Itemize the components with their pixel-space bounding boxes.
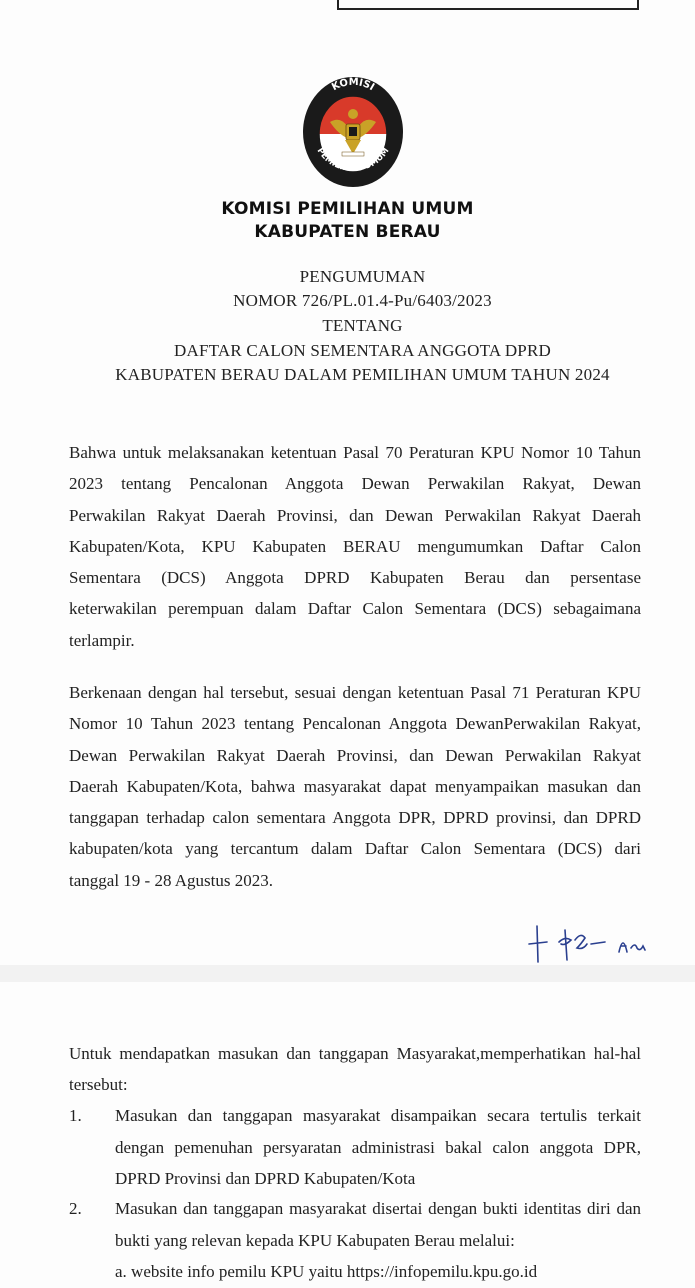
paragraph-line: tersebut: xyxy=(69,1075,128,1095)
paragraph-line: Bahwa untuk melaksanakan ketentuan Pasal 70 Peraturan KPU Nomor 10 Tahun xyxy=(69,443,641,462)
top-border-box xyxy=(337,0,639,10)
region-name: KABUPATEN BERAU xyxy=(254,222,441,242)
kpu-logo xyxy=(300,74,406,190)
paragraph-line: Sementara (DCS) Anggota DPRD Kabupaten Berau dan persentase xyxy=(69,568,641,588)
doc-number: NOMOR 726/PL.01.4-Pu/6403/2023 xyxy=(233,291,492,310)
paragraph-line: Kabupaten/Kota, KPU Kabupaten BERAU mengumumkan Daftar Calon xyxy=(69,536,641,556)
document-page-2 xyxy=(0,982,695,1280)
list-item-line: DPRD Provinsi dan DPRD Kabupaten/Kota xyxy=(115,1169,416,1188)
list-item-line: a. website info pemilu KPU yaitu https://infopemilu.kpu.go.id xyxy=(115,1262,538,1281)
list-item-line: bukti yang relevan kepada KPU Kabupaten Berau melalui: xyxy=(115,1230,515,1250)
paragraph-line: Berkenaan dengan hal tersebut, sesuai dengan ketentuan Pasal 71 Peraturan KPU xyxy=(69,683,641,702)
list-item-line: Masukan dan tanggapan masyarakat disertai dengan bukti identitas diri dan xyxy=(115,1199,641,1218)
about-label: TENTANG xyxy=(322,316,403,335)
paragraph-1 xyxy=(69,437,641,656)
paragraph-line: terlampir. xyxy=(69,630,135,650)
page-separator xyxy=(0,965,695,982)
list-item-number: 2. xyxy=(69,1199,82,1218)
paragraph-line: tanggapan terhadap calon sementara Anggota DPR, DPRD provinsi, dan DPRD xyxy=(69,808,641,828)
logo-top-text: KOMISI xyxy=(330,76,377,94)
subject-line-2: KABUPATEN BERAU DALAM PEMILIHAN UMUM TAHUN 2024 xyxy=(115,365,610,384)
paragraph-line: keterwakilan perempuan dalam Daftar Calon Sementara (DCS) sebagaimana xyxy=(69,599,641,619)
list-item-line: dengan pemenuhan persyaratan administrasi bakal calon anggota DPR, xyxy=(115,1137,641,1157)
paragraph-2 xyxy=(69,677,641,896)
handwritten-signature xyxy=(525,922,655,966)
paragraph-line: Nomor 10 Tahun 2023 tentang Pencalonan Anggota DewanPerwakilan Rakyat, xyxy=(69,714,641,734)
paragraph-line: 2023 tentang Pencalonan Anggota Dewan Perwakilan Rakyat, Dewan xyxy=(69,474,641,494)
paragraph-line: Daerah Kabupaten/Kota, bahwa masyarakat dapat menyampaikan masukan dan xyxy=(69,776,641,796)
page2-intro xyxy=(69,1038,641,1101)
logo-bottom-text: PEMILIHAN UMUM xyxy=(314,146,392,175)
paragraph-line: tanggal 19 - 28 Agustus 2023. xyxy=(69,870,273,890)
list-item-number: 1. xyxy=(69,1106,82,1125)
paragraph-line: Untuk mendapatkan masukan dan tanggapan Masyarakat,memperhatikan hal-hal xyxy=(69,1044,641,1063)
subject-line-1: DAFTAR CALON SEMENTARA ANGGOTA DPRD xyxy=(174,341,551,360)
institution-name: KOMISI PEMILIHAN UMUM xyxy=(221,199,474,219)
paragraph-line: Perwakilan Rakyat Daerah Provinsi, dan Dewan Perwakilan Rakyat Daerah xyxy=(69,505,641,525)
doc-type: PENGUMUMAN xyxy=(299,267,426,286)
paragraph-line: kabupaten/kota yang tercantum dalam Daftar Calon Sementara (DCS) dari xyxy=(69,839,641,859)
paragraph-line: Dewan Perwakilan Rakyat Daerah Provinsi, dan Dewan Perwakilan Rakyat xyxy=(69,745,641,765)
list-item-line: Masukan dan tanggapan masyarakat disampaikan secara tertulis terkait xyxy=(115,1106,641,1125)
